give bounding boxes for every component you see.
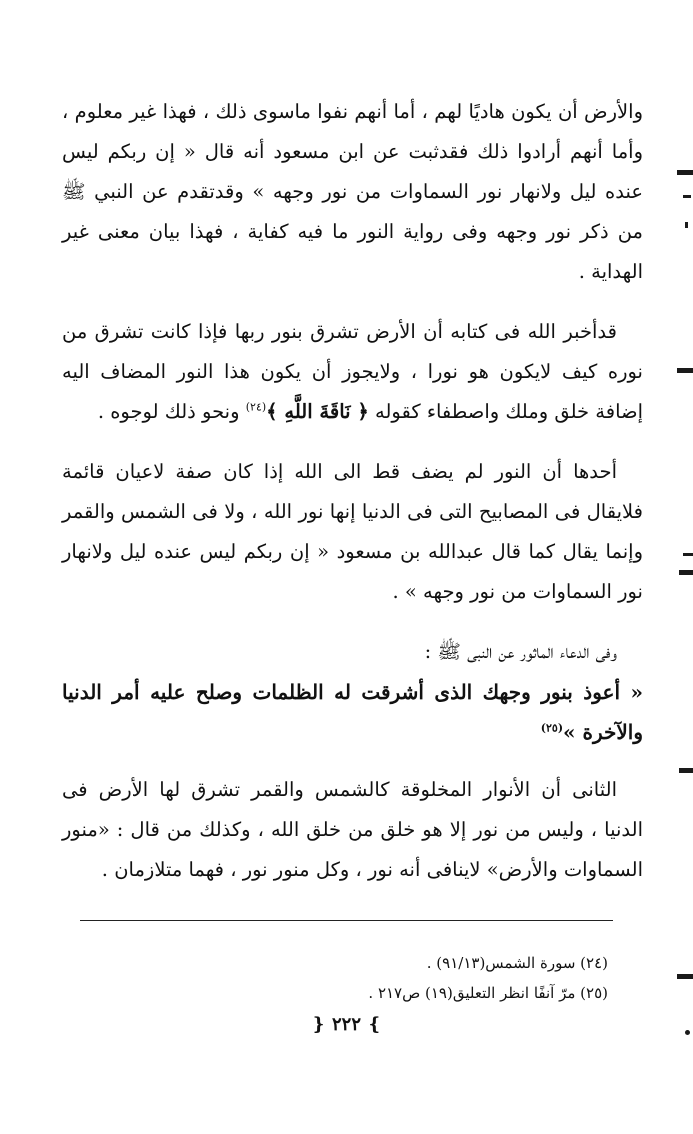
paragraph-2 [62, 312, 643, 432]
paragraph-2-end: ونحو ذلك لوجوه . [97, 400, 240, 423]
scan-mark [685, 1030, 690, 1035]
scan-mark [685, 222, 688, 228]
scan-mark [683, 195, 691, 198]
quran-citation: ﴿ نَاقَةَ اللَّهِ ﴾ [266, 400, 369, 423]
footnote-divider [80, 920, 613, 921]
paragraph-1: والأرض أن يكون هاديًا لهم ، أما أنهم نفوا ماسوى ذلك ، فهذا غير معلوم ، وأما أنهم أرادوا ذلك فقدثبت عن ابن مسعود أنه قال « إن ربكم ليس عنده ليل ولانهار نور السماوات من نور وجهه » وقدتقدم عن النبي ﷺ من ذكر نور وجهه وفى رواية النور ما فيه كفاية ، فهذا بيان معنى غير الهداية . [62, 100, 643, 283]
paragraph-2-text: قدأخبر الله فى كتابه أن الأرض تشرق بنور ربها فإذا كانت تشرق من نوره كيف لايكون هو نورا ، ولايجوز أن يكون هذا النور المضاف اليه إضافة خلق وملك واصطفاء كقوله [62, 320, 643, 423]
page-number-value: ٢٢٢ [331, 1014, 361, 1035]
scan-mark [683, 553, 693, 556]
scan-mark [679, 768, 693, 773]
prayer-quote-text: « أعوذ بنور وجهك الذى أشرقت له الظلمات وصلح عليه أمر الدنيا والآخرة » [62, 680, 643, 744]
page-number [0, 1014, 693, 1035]
footnote-25: (٢٥) مرّ آنفًا انظر التعليق(١٩) ص٢١٧ . [368, 984, 608, 1002]
ornament-left-icon: ❴ [310, 1014, 326, 1035]
ornament-right-icon: ❵ [367, 1014, 383, 1035]
paragraph-3: أحدها أن النور لم يضف قط الى الله إذا كان صفة لاعيان قائمة فلايقال فى المصابيح التى فى الدنيا إنها نور الله ، ولا فى الشمس والقمر وإنما يقال كما قال عبدالله بن مسعود « إن ربكم ليس عنده ليل ولانهار نور السماوات من نور وجهه » . [62, 460, 643, 603]
paragraph-4-intro: وفى الدعاء الماثور عن النبى ﷺ : [424, 640, 617, 663]
footnote-24: (٢٤) سورة الشمس(٩١/١٣) . [426, 954, 608, 972]
main-text [62, 92, 643, 910]
scan-mark [677, 974, 693, 979]
paragraph-5: الثانى أن الأنوار المخلوقة كالشمس والقمر تشرق لها الأرض فى الدنيا ، وليس من نور إلا هو خلق من خلق الله ، وكذلك من قال : «منور السماوات والأرض» لاينافى أنه نور ، وكل منور نور ، فهما متلازمان . [62, 778, 643, 881]
prayer-quote [62, 672, 643, 752]
footnotes [88, 948, 608, 1008]
scan-mark [677, 170, 693, 175]
scan-mark [679, 570, 693, 575]
scan-mark [677, 368, 693, 373]
footnote-ref-24: (٢٤) [245, 400, 267, 414]
footnote-ref-25: (٢٥) [540, 721, 564, 735]
